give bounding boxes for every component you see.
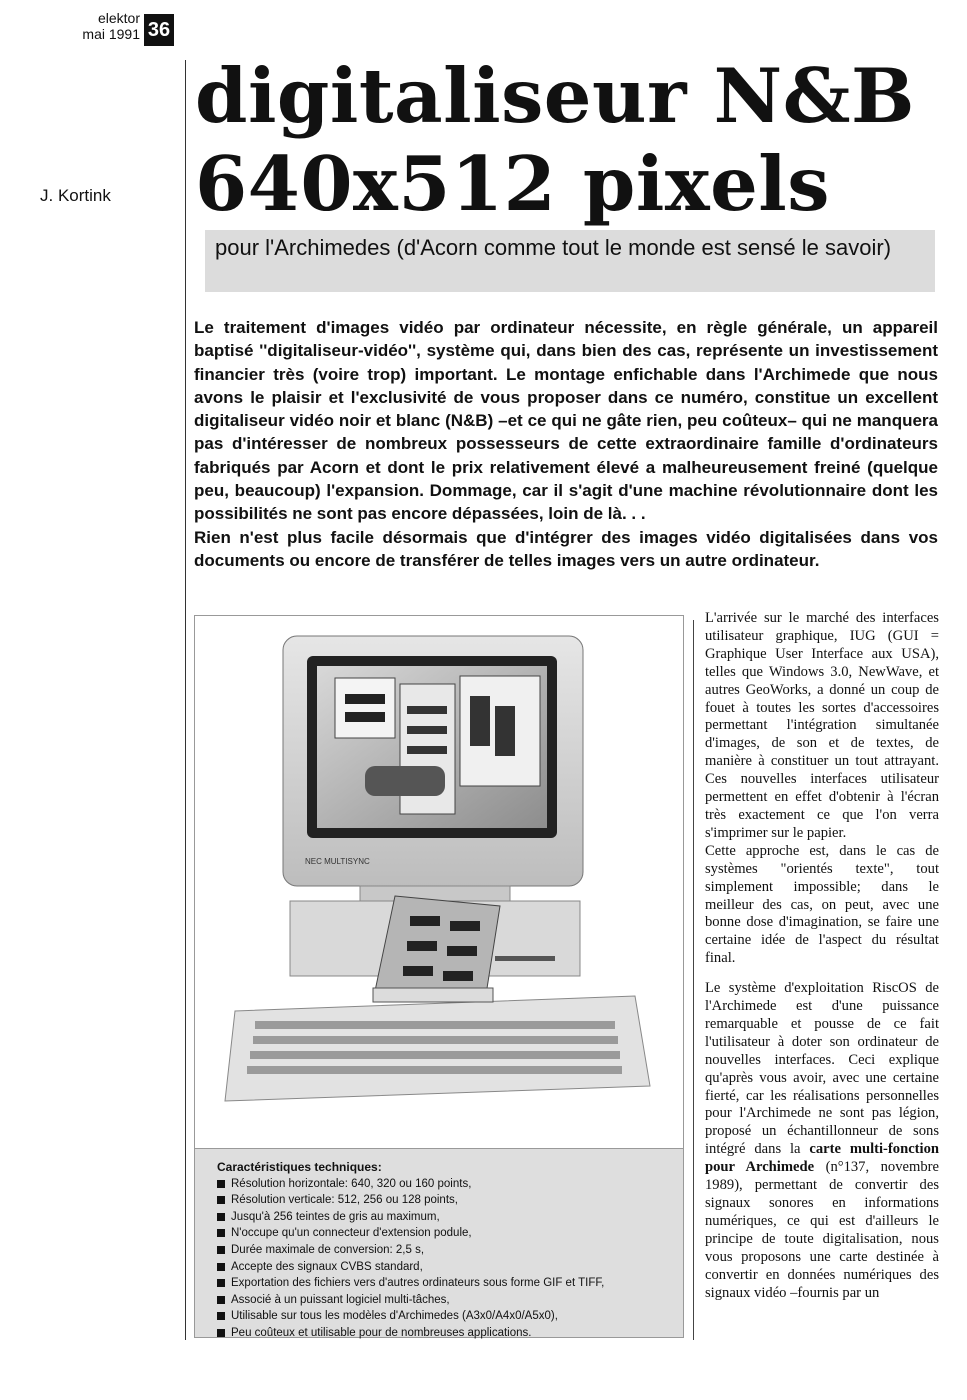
specs-title: Caractéristiques techniques: bbox=[217, 1160, 382, 1174]
body-paragraph-2: Cette approche est, dans le cas de systèmes "orientés texte", tout simplement impossible; dans le meilleur des cas, on peut, avec une bonne dose d'imagination, se faire une certaine idée de l'aspect du résultat final. bbox=[705, 842, 939, 967]
spec-item: Accepte des signaux CVBS standard, bbox=[217, 1259, 669, 1276]
spec-item: Résolution horizontale: 640, 320 ou 160 points, bbox=[217, 1176, 669, 1193]
screen-board-image bbox=[365, 766, 445, 796]
spec-item: Utilisable sur tous les modèles d'Archimedes (A3x0/A4x0/A5x0), bbox=[217, 1308, 669, 1325]
spec-item: Exportation des fichiers vers d'autres ordinateurs sous forme GIF et TIFF, bbox=[217, 1275, 669, 1292]
card-bracket bbox=[373, 988, 493, 1002]
product-photo bbox=[194, 615, 684, 1150]
body-paragraph-3-start: Le système d'exploitation RiscOS de l'Archimede est d'une puissance remarquable et pousse de ce fait l'utilisateur à doter son ordinateur de nouvelles interfaces. Ceci explique qu'après vous avoir, avec une certaine fierté, car les réalisations personnelles pour l'Archimede ne sont pas légion, proposé un échantillonneur de sons intégré dans la bbox=[705, 980, 939, 1158]
running-header bbox=[40, 10, 140, 42]
screen-window-1 bbox=[335, 678, 395, 738]
author-name: J. Kortink bbox=[40, 186, 111, 205]
spec-item: Associé à un puissant logiciel multi-tâches, bbox=[217, 1292, 669, 1309]
computer-illustration bbox=[195, 616, 683, 1149]
body-paragraph-3-end: (n°137, novembre 1989), permettant de convertir des signaux sonores en informations numériques, ce qui est d'ailleurs le principe de toute digitalisation, nous vous proposons une carte destinée à convertir en données numériques des signaux vidéo –fournis par un bbox=[705, 1159, 939, 1301]
keyboard bbox=[225, 996, 650, 1101]
floppy-slot bbox=[495, 956, 555, 961]
column-rule bbox=[693, 620, 694, 1340]
monitor-label: NEC MULTISYNC bbox=[305, 857, 370, 866]
specs-list bbox=[217, 1176, 669, 1342]
page-number: 36 bbox=[144, 14, 174, 46]
margin-rule bbox=[185, 60, 186, 1340]
article-title bbox=[195, 52, 915, 228]
spec-item: Jusqu'à 256 teintes de gris au maximum, bbox=[217, 1209, 669, 1226]
spec-item: Résolution verticale: 512, 256 ou 128 points, bbox=[217, 1192, 669, 1209]
expansion-card bbox=[375, 896, 500, 1001]
title-line-1: digitaliseur N&B bbox=[195, 52, 915, 140]
title-line-2: 640x512 pixels bbox=[195, 140, 831, 228]
spec-item: Durée maximale de conversion: 2,5 s, bbox=[217, 1242, 669, 1259]
intro-paragraph-1: Le traitement d'images vidéo par ordinateur nécessite, en règle générale, un appareil baptisé ''digitaliseur-vidéo'', système qui, dans bien des cas, représente un investissement financier très (voire trop) important. Le montage enfichable dans l'Archimede que nous avons le plaisir et l'exclusivité de vous proposer dans ce numéro, constitue un excellent digitaliseur vidéo noir et blanc (N&B) –et ce qui ne gâte rien, peu coûteux– qui ne manquera pas d'intéresser de nombreux possesseurs de cette extraordinaire famille d'ordinateurs fabriqués par Acorn et dont le prix relativement élevé a malheureusement freiné (quelque peu, beaucoup) l'expansion. Dommage, car il s'agit d'une machine révolutionnaire dont les possibilités ne sont pas encore dépassées, loin de là. . . bbox=[194, 318, 938, 524]
intro-lead bbox=[194, 316, 938, 572]
article-subtitle: pour l'Archimedes (d'Acorn comme tout le monde est sensé le savoir) bbox=[205, 230, 935, 292]
body-paragraph-3 bbox=[705, 980, 939, 1302]
technical-specs-box bbox=[194, 1148, 684, 1338]
spec-item: Peu coûteux et utilisable pour de nombreuses applications. bbox=[217, 1325, 669, 1342]
cross-reference: carte multi-fonction pour Archimede bbox=[705, 1141, 939, 1176]
magazine-name: elektor bbox=[97, 10, 140, 26]
issue-date: mai 1991 bbox=[82, 26, 140, 42]
intro-paragraph-2: Rien n'est plus facile désormais que d'intégrer des images vidéo digitalisées dans vos documents ou encore de transférer de telles images vers un autre ordinateur. bbox=[194, 527, 938, 570]
body-paragraph-1: L'arrivée sur le marché des interfaces utilisateur graphique, IUG (GUI = Graphique User Interface aux USA), telles que Windows 3.0, NewWave, et autres GeoWorks, a donné un coup de fouet à toutes les sortes d'accessoires permettant l'intégration simultanée d'images, de son et de textes, de manière à constituer un tout attrayant. Ces nouvelles interfaces utilisateur permettent en effet d'obtenir à l'écran très exactement ce que l'on verra s'imprimer sur le papier. bbox=[705, 610, 939, 841]
body-column bbox=[705, 610, 939, 1302]
spec-item: N'occupe qu'un connecteur d'extension podule, bbox=[217, 1225, 669, 1242]
